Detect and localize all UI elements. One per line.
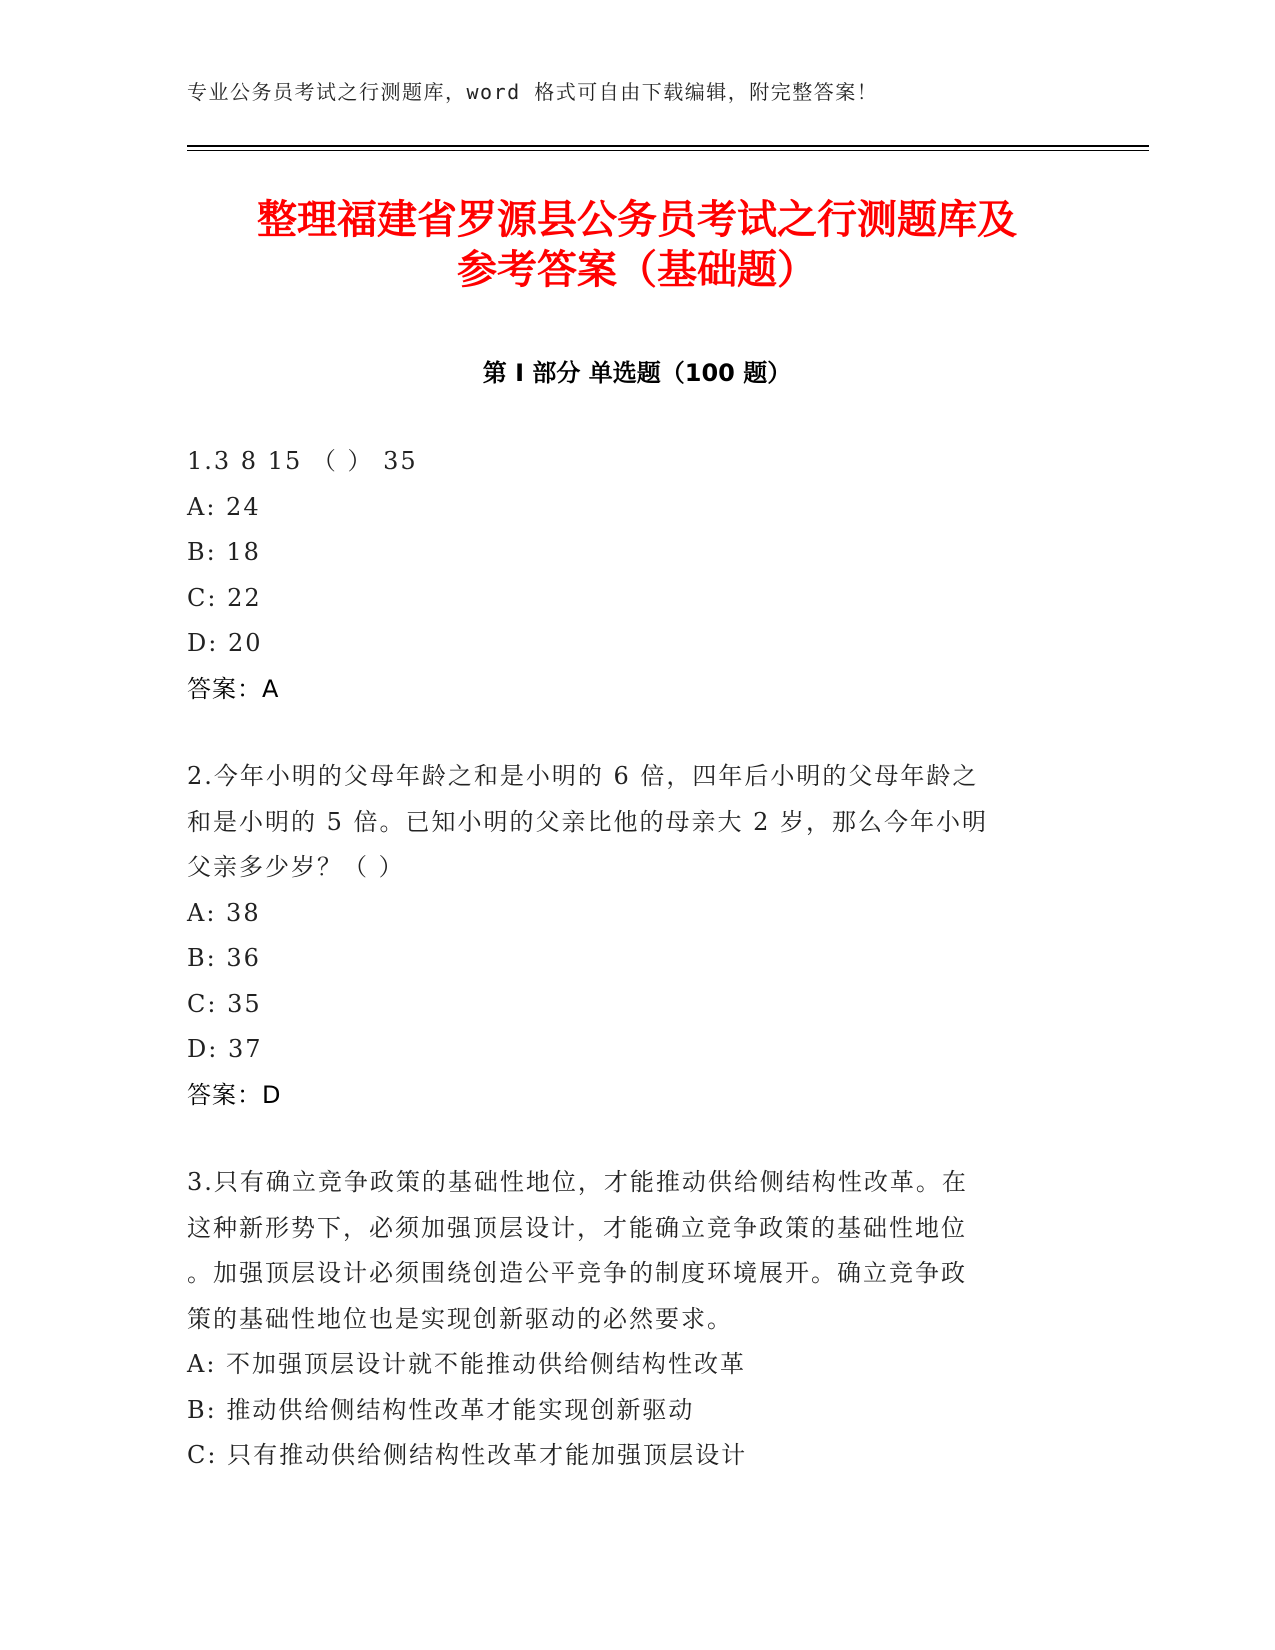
- option-a: A: 38: [187, 898, 261, 927]
- question-stem-line: 。加强顶层设计必须围绕创造公平竞争的制度环境展开。确立竞争政: [187, 1259, 967, 1287]
- option-c: C: 35: [187, 989, 262, 1018]
- header-note: 专业公务员考试之行测题库，word 格式可自由下载编辑，附完整答案！: [187, 80, 879, 104]
- answer: 答案：D: [187, 1080, 282, 1109]
- header-rule-thin: [187, 150, 1149, 151]
- title-line-2: 参考答案（基础题）: [457, 247, 817, 293]
- question-2: [187, 754, 1067, 1118]
- question-stem-line: 1.3 8 15 （ ） 35: [187, 447, 418, 475]
- option-c: C: 22: [187, 583, 262, 612]
- answer: 答案：A: [187, 674, 280, 703]
- option-b: B: 18: [187, 538, 261, 566]
- question-1: [187, 439, 1067, 712]
- question-3: [187, 1160, 1067, 1479]
- option-c: C: 只有推动供给侧结构性改革才能加强顶层设计: [187, 1441, 748, 1469]
- question-stem-line: 2.今年小明的父母年龄之和是小明的 6 倍，四年后小明的父母年龄之: [187, 762, 979, 790]
- title-line-1: 整理福建省罗源县公务员考试之行测题库及: [257, 197, 1017, 243]
- option-b: B: 推动供给侧结构性改革才能实现创新驱动: [187, 1395, 695, 1424]
- option-a: A: 24: [187, 492, 261, 521]
- option-d: D: 20: [187, 629, 263, 657]
- question-stem-line: 3.只有确立竞争政策的基础性地位，才能推动供给侧结构性改革。在: [187, 1168, 968, 1196]
- section-title: 第 I 部分 单选题（100 题）: [482, 359, 792, 387]
- question-stem-line: 和是小明的 5 倍。已知小明的父亲比他的母亲大 2 岁，那么今年小明: [187, 807, 989, 836]
- question-stem-line: 策的基础性地位也是实现创新驱动的必然要求。: [187, 1304, 733, 1333]
- question-list: [187, 439, 1067, 1521]
- question-stem-line: 父亲多少岁？（ ）: [187, 853, 405, 881]
- option-d: D: 37: [187, 1035, 263, 1063]
- header-rule-thick: [187, 145, 1149, 147]
- option-b: B: 36: [187, 944, 261, 972]
- question-stem-line: 这种新形势下，必须加强顶层设计，才能确立竞争政策的基础性地位: [187, 1213, 967, 1242]
- document-title: [187, 195, 1087, 295]
- option-a: A: 不加强顶层设计就不能推动供给侧结构性改革: [187, 1350, 747, 1378]
